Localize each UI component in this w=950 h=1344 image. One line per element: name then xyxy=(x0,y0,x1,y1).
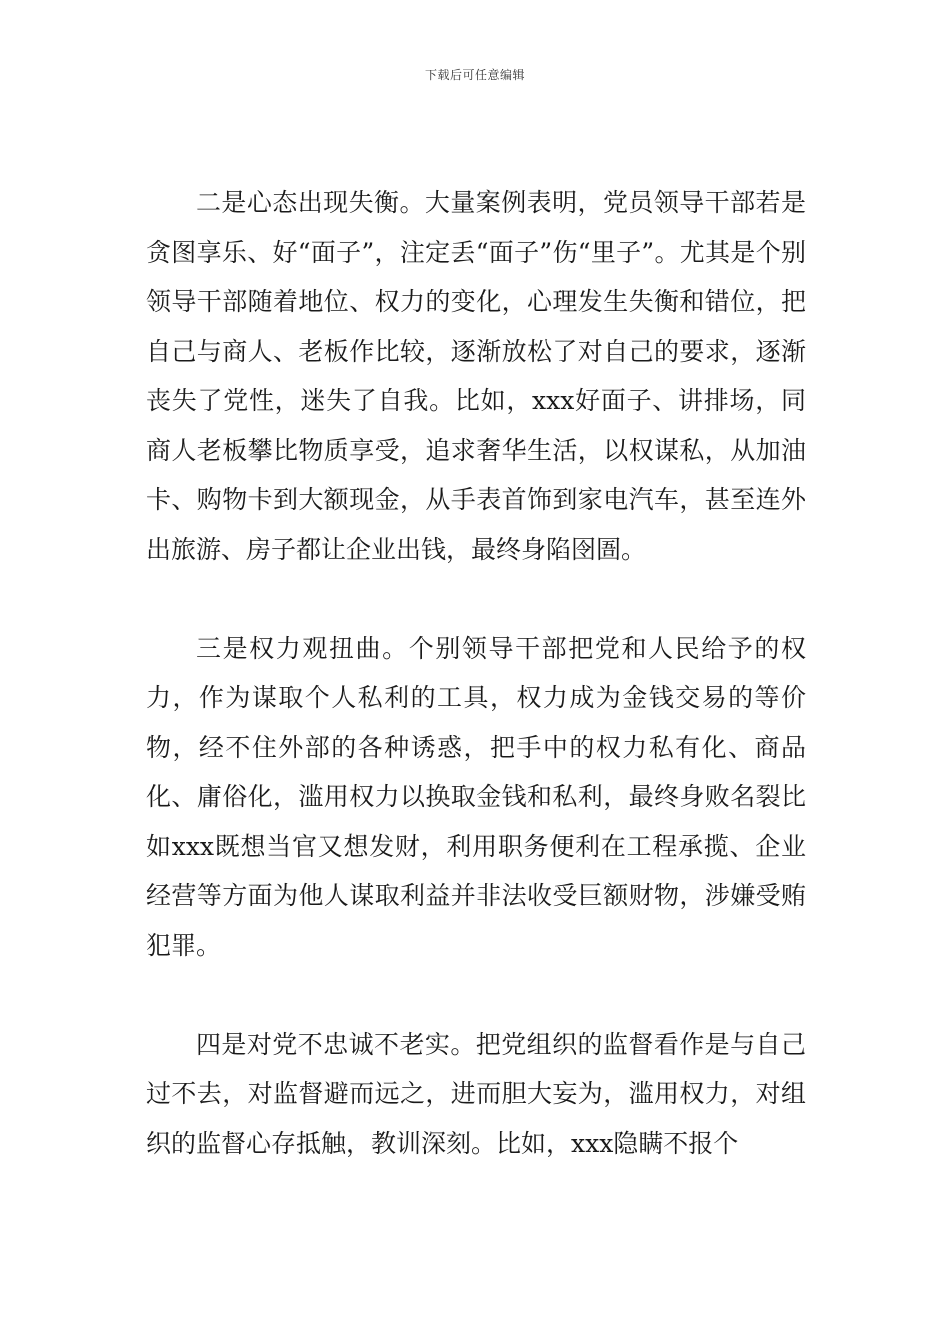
paragraph-imbalanced-mindset: 二是心态出现失衡。大量案例表明，党员领导干部若是贪图享乐、好“面子”，注定丢“面子”伤“里子”。尤其是个别领导干部随着地位、权力的变化，心理发生失衡和错位，把自己与商人、老板作比较，逐渐放松了对自己的要求，逐渐丧失了党性，迷失了自我。比如，xxx好面子、讲排场，同商人老板攀比物质享受，追求奢华生活，以权谋私，从加油卡、购物卡到大额现金，从手表首饰到家电汽车，甚至连外出旅游、房子都让企业出钱，最终身陷囹圄。 xyxy=(146,188,806,564)
paragraph-distorted-power-view: 三是权力观扭曲。个别领导干部把党和人民给予的权力，作为谋取个人私利的工具，权力成为金钱交易的等价物，经不住外部的各种诱惑，把手中的权力私有化、商品化、庸俗化，滥用权力以换取金钱和私利，最终身败名裂比如xxx既想当官又想发财，利用职务便利在工程承揽、企业经营等方面为他人谋取利益并非法收受巨额财物，涉嫌受贿犯罪。 xyxy=(146,633,806,960)
page-header: 下载后可任意编辑 xyxy=(424,68,525,82)
document-body xyxy=(146,178,806,1168)
paragraph-disloyalty: 四是对党不忠诚不老实。把党组织的监督看作是与自己过不去，对监督避而远之，进而胆大妄为，滥用权力，对组织的监督心存抵触，教训深刻。比如，xxx隐瞒不报个 xyxy=(146,1029,806,1158)
